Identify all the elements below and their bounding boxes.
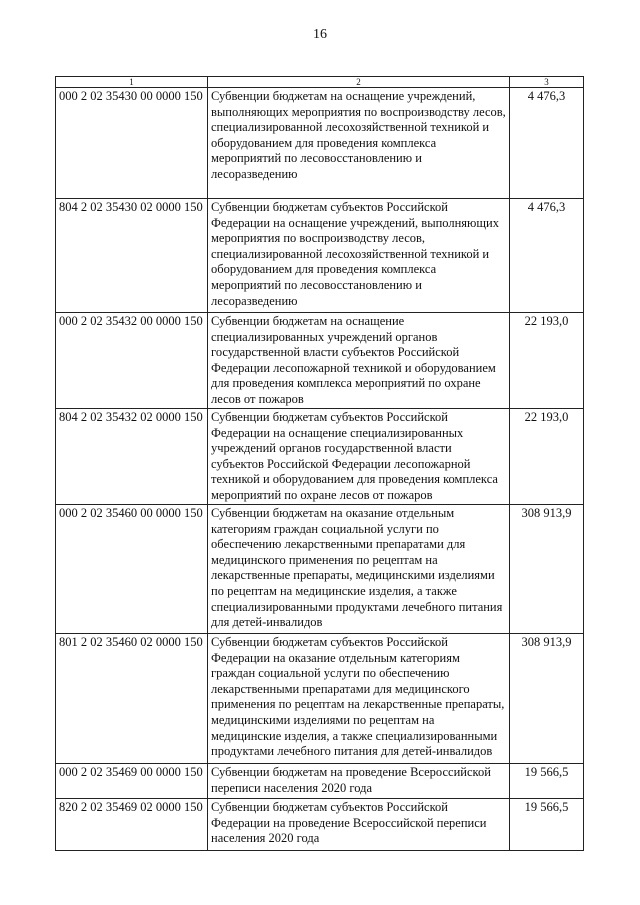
row-amount: 22 193,0 xyxy=(510,409,584,505)
row-description: Субвенции бюджетам на проведение Всероссийской переписи населения 2020 года xyxy=(208,764,510,799)
row-description: Субвенции бюджетам на оказание отдельным категориям граждан социальной услуги по обеспечению лекарственными препаратами для медицинского применения по рецептам на лекарственные препараты, медицинскими изделиями по рецептам на медицинские изделия, а также специализированными продуктами лечебного питания для детей-инвалидов xyxy=(208,505,510,634)
budget-code: 804 2 02 35430 02 0000 150 xyxy=(56,199,208,313)
table-row xyxy=(56,88,584,199)
row-description: Субвенции бюджетам на оснащение учреждений, выполняющих мероприятия по воспроизводству лесов, специализированной лесохозяйственной техникой и оборудованием для проведения комплекса мероприятий по лесовосстановлению и лесоразведению xyxy=(208,88,510,199)
column-number-1: 1 xyxy=(56,77,208,88)
budget-code: 801 2 02 35460 02 0000 150 xyxy=(56,634,208,764)
budget-code: 000 2 02 35430 00 0000 150 xyxy=(56,88,208,199)
row-amount: 19 566,5 xyxy=(510,799,584,851)
row-amount: 4 476,3 xyxy=(510,199,584,313)
budget-code: 000 2 02 35432 00 0000 150 xyxy=(56,313,208,409)
budget-code: 804 2 02 35432 02 0000 150 xyxy=(56,409,208,505)
table-row xyxy=(56,634,584,764)
row-amount: 308 913,9 xyxy=(510,634,584,764)
row-description: Субвенции бюджетам на оснащение специализированных учреждений органов государственной власти субъектов Российской Федерации лесопожарной техникой и оборудованием для проведения комплекса мероприятий по охране лесов от пожаров xyxy=(208,313,510,409)
row-description: Субвенции бюджетам субъектов Российской Федерации на оказание отдельным категориям граждан социальной услуги по обеспечению лекарственными препаратами для медицинского применения по рецептам на лекарственные препараты, медицинскими изделиями по рецептам на медицинские изделия, а также специализированными продуктами лечебного питания для детей-инвалидов xyxy=(208,634,510,764)
budget-revenue-table xyxy=(55,76,584,851)
row-description: Субвенции бюджетам субъектов Российской Федерации на оснащение специализированных учреждений органов государственной власти субъектов Российской Федерации лесопожарной техникой и оборудованием для проведения комплекса мероприятий по охране лесов от пожаров xyxy=(208,409,510,505)
table-row xyxy=(56,313,584,409)
page-number: 16 xyxy=(313,27,327,42)
row-amount: 308 913,9 xyxy=(510,505,584,634)
table-row xyxy=(56,409,584,505)
row-amount: 4 476,3 xyxy=(510,88,584,199)
table-row xyxy=(56,764,584,799)
row-amount: 19 566,5 xyxy=(510,764,584,799)
row-amount: 22 193,0 xyxy=(510,313,584,409)
column-number-2: 2 xyxy=(208,77,510,88)
table-header-row xyxy=(56,77,584,88)
table-body xyxy=(56,77,584,851)
table-row xyxy=(56,199,584,313)
column-number-3: 3 xyxy=(510,77,584,88)
budget-code: 000 2 02 35460 00 0000 150 xyxy=(56,505,208,634)
table-row xyxy=(56,799,584,851)
budget-code: 000 2 02 35469 00 0000 150 xyxy=(56,764,208,799)
row-description: Субвенции бюджетам субъектов Российской Федерации на оснащение учреждений, выполняющих мероприятия по воспроизводству лесов, специализированной лесохозяйственной техникой и оборудованием для проведения комплекса мероприятий по лесовосстановлению и лесоразведению xyxy=(208,199,510,313)
table-row xyxy=(56,505,584,634)
row-description: Субвенции бюджетам субъектов Российской Федерации на проведение Всероссийской переписи населения 2020 года xyxy=(208,799,510,851)
budget-code: 820 2 02 35469 02 0000 150 xyxy=(56,799,208,851)
